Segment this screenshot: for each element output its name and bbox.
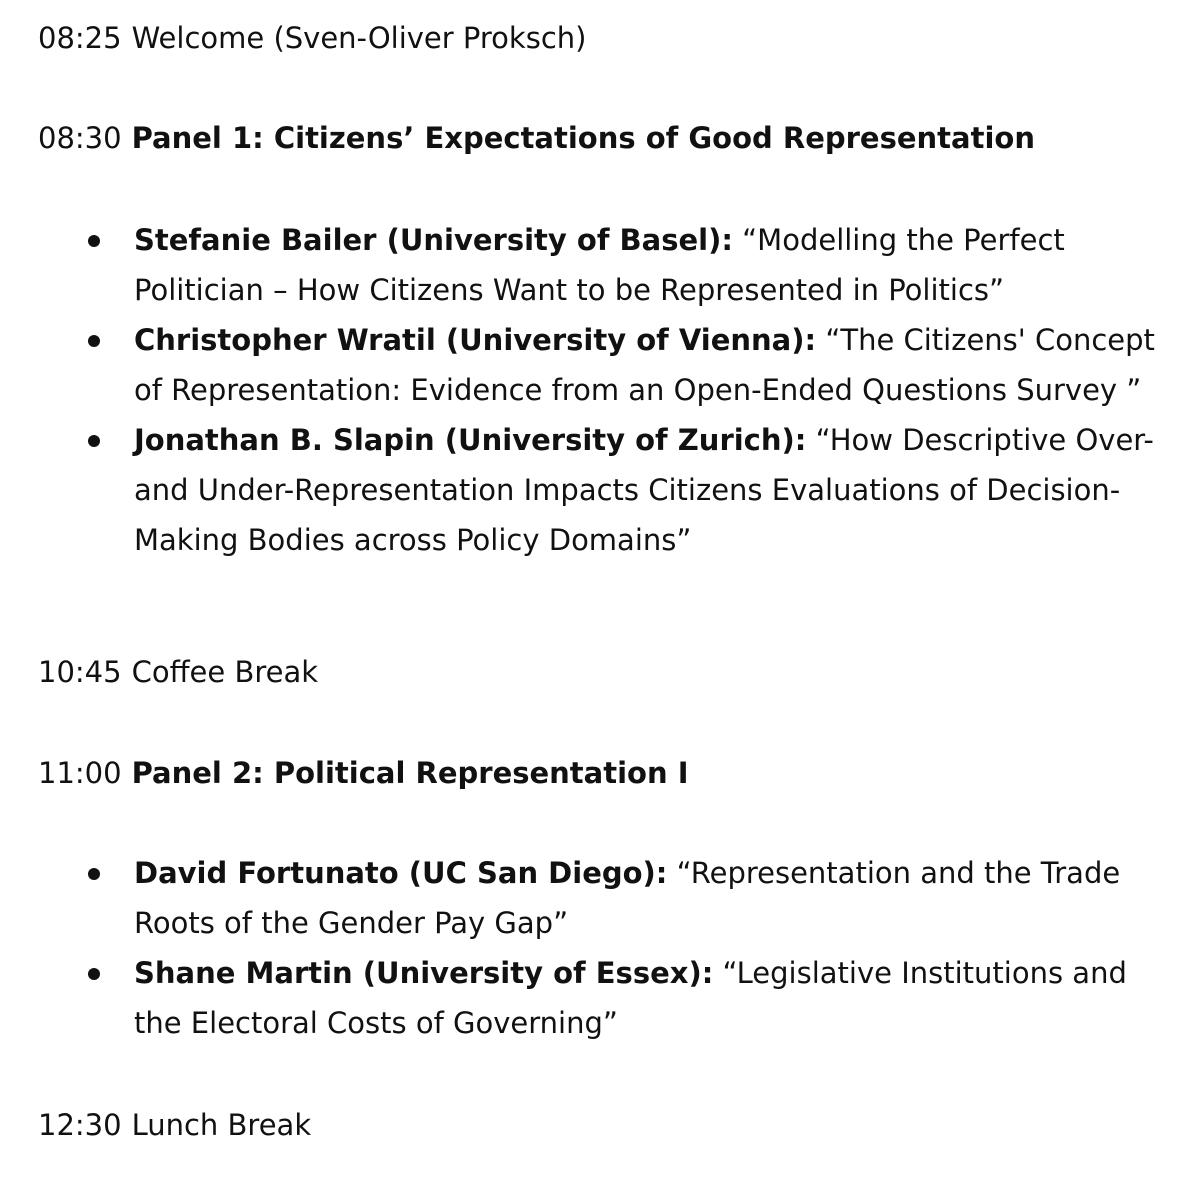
- speaker-name: Stefanie Bailer (University of Basel):: [134, 223, 733, 257]
- program-item-panel-2: [38, 753, 689, 793]
- program-item-panel-1: [38, 118, 1035, 158]
- item-time: 08:30: [38, 121, 122, 155]
- bullet-icon: [88, 235, 100, 247]
- bullet-icon: [88, 435, 100, 447]
- panel-title: Panel 1: Citizens’ Expectations of Good Representation: [131, 121, 1035, 155]
- item-time: 12:30: [38, 1108, 122, 1142]
- panel-2-talk-list: [38, 848, 1168, 1048]
- list-item: [38, 215, 1168, 315]
- speaker-name: Christopher Wratil (University of Vienna):: [134, 323, 817, 357]
- list-item: [38, 948, 1168, 1048]
- item-time: 10:45: [38, 655, 122, 689]
- talk-title: “The Citizens' Concept of Representation: Evidence from an Open-Ended Questions Survey ”: [134, 323, 1155, 407]
- program-item-welcome: [38, 18, 586, 58]
- item-title: Welcome (Sven-Oliver Proksch): [131, 21, 587, 55]
- list-item: [38, 315, 1168, 415]
- bullet-icon: [88, 335, 100, 347]
- item-title: Coffee Break: [131, 655, 319, 689]
- panel-title: Panel 2: Political Representation I: [131, 756, 689, 790]
- talk-title: “Modelling the Perfect Politician – How Citizens Want to be Represented in Politics”: [134, 223, 1065, 307]
- item-title: Lunch Break: [131, 1108, 312, 1142]
- bullet-icon: [88, 868, 100, 880]
- talk-title: “Legislative Institutions and the Electoral Costs of Governing”: [134, 956, 1127, 1040]
- speaker-name: David Fortunato (UC San Diego):: [134, 856, 668, 890]
- item-time: 11:00: [38, 756, 122, 790]
- bullet-icon: [88, 968, 100, 980]
- speaker-name: Jonathan B. Slapin (University of Zurich):: [134, 423, 807, 457]
- program-item-lunch-break: [38, 1105, 311, 1145]
- speaker-name: Shane Martin (University of Essex):: [134, 956, 714, 990]
- program-item-coffee-break: [38, 652, 318, 692]
- talk-title: “Representation and the Trade Roots of the Gender Pay Gap”: [134, 856, 1121, 940]
- panel-1-talk-list: [38, 215, 1168, 565]
- list-item: [38, 848, 1168, 948]
- list-item: [38, 415, 1168, 565]
- item-time: 08:25: [38, 21, 122, 55]
- talk-title: “How Descriptive Over- and Under-Representation Impacts Citizens Evaluations of Decision-Making Bodies across Policy Domains”: [134, 423, 1154, 557]
